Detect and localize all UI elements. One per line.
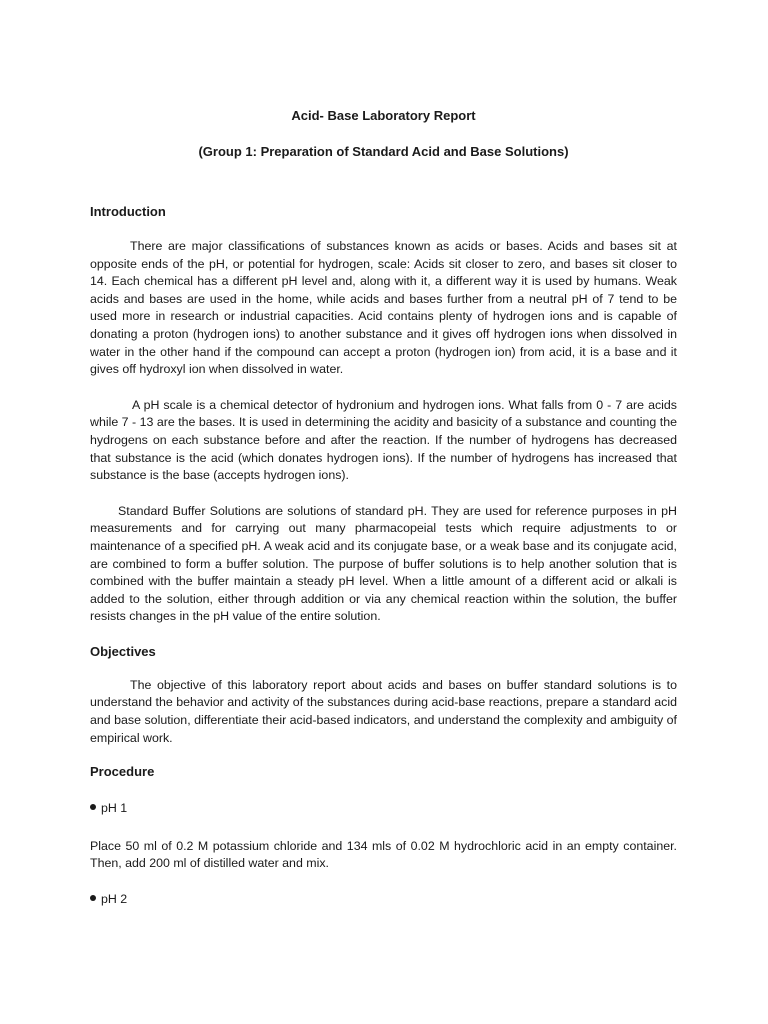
procedure-item-ph1-text: Place 50 ml of 0.2 M potassium chloride and 134 mls of 0.02 M hydrochloric acid in an empty container. Then, add 200 ml of distilled water and mix. bbox=[90, 838, 677, 871]
introduction-paragraph-2: A pH scale is a chemical detector of hydronium and hydrogen ions. What falls from 0 - 7 are acids while 7 - 13 are the bases. It is used in determining the acidity and basicity of a substance and counting the hydrogens on each substance before and after the reaction. If the number of hydrogens has decreased that substance is the acid (which donates hydrogen ions). If the number of hydrogens has increased that substance is the base (accepts hydrogen ions). bbox=[90, 397, 677, 483]
objectives-paragraph: The objective of this laboratory report about acids and bases on buffer standard solutions is to understand the behavior and activity of the substances during acid-base reactions, prepare a standard acid and base solution, differentiate their acid-based indicators, and understand the complexity and ambiguity of empirical work. bbox=[90, 677, 677, 745]
introduction-heading: Introduction bbox=[90, 204, 166, 219]
objectives-heading: Objectives bbox=[90, 643, 156, 659]
procedure-item-label: pH 1 bbox=[101, 801, 128, 816]
introduction-paragraph-3: Standard Buffer Solutions are solutions of standard pH. They are used for reference purposes in pH measurements and for carrying out many pharmacopeial tests which require adjustments to or maintenance of a specified pH. A weak acid and its conjugate base, or a weak base and its conjugate acid, are combined to form a buffer solution. The purpose of buffer solutions is to help another solution that is combined with the buffer maintain a steady pH level. When a little amount of a different acid or alkali is added to the solution, either through addition or via any chemical reaction within the solution, the buffer resists changes in the pH value of the entire solution. bbox=[90, 503, 677, 624]
bullet-dot-icon bbox=[90, 895, 96, 901]
bullet-dot-icon bbox=[90, 804, 96, 810]
document-title: Acid- Base Laboratory Report bbox=[291, 108, 476, 123]
procedure-item-ph1 bbox=[90, 800, 677, 818]
procedure-heading: Procedure bbox=[90, 764, 155, 780]
document-subtitle: (Group 1: Preparation of Standard Acid and Base Solutions) bbox=[198, 144, 569, 159]
introduction-paragraph-1: There are major classifications of substances known as acids or bases. Acids and bases sit at opposite ends of the pH, or potential for hydrogen, scale: Acids sit closer to zero, and bases sit closer to 14. Each chemical has a different pH level and, along with it, a different way it is used by humans. Weak acids and bases are used in the home, while acids and bases further from a neutral pH of 7 tend to be used more in research or industrial capacities. Acid contains plenty of hydrogen ions and is capable of donating a proton (hydrogen ions) to another substance and it gives off hydrogen ions when dissolved in water in the other hand if the compound can accept a proton (hydrogen ion) from acid, it is a base and it gives off hydroxyl ion when dissolved in water. bbox=[90, 239, 677, 377]
document-body bbox=[90, 108, 677, 909]
procedure-item-label: pH 2 bbox=[101, 892, 128, 907]
procedure-item-ph2 bbox=[90, 891, 677, 909]
